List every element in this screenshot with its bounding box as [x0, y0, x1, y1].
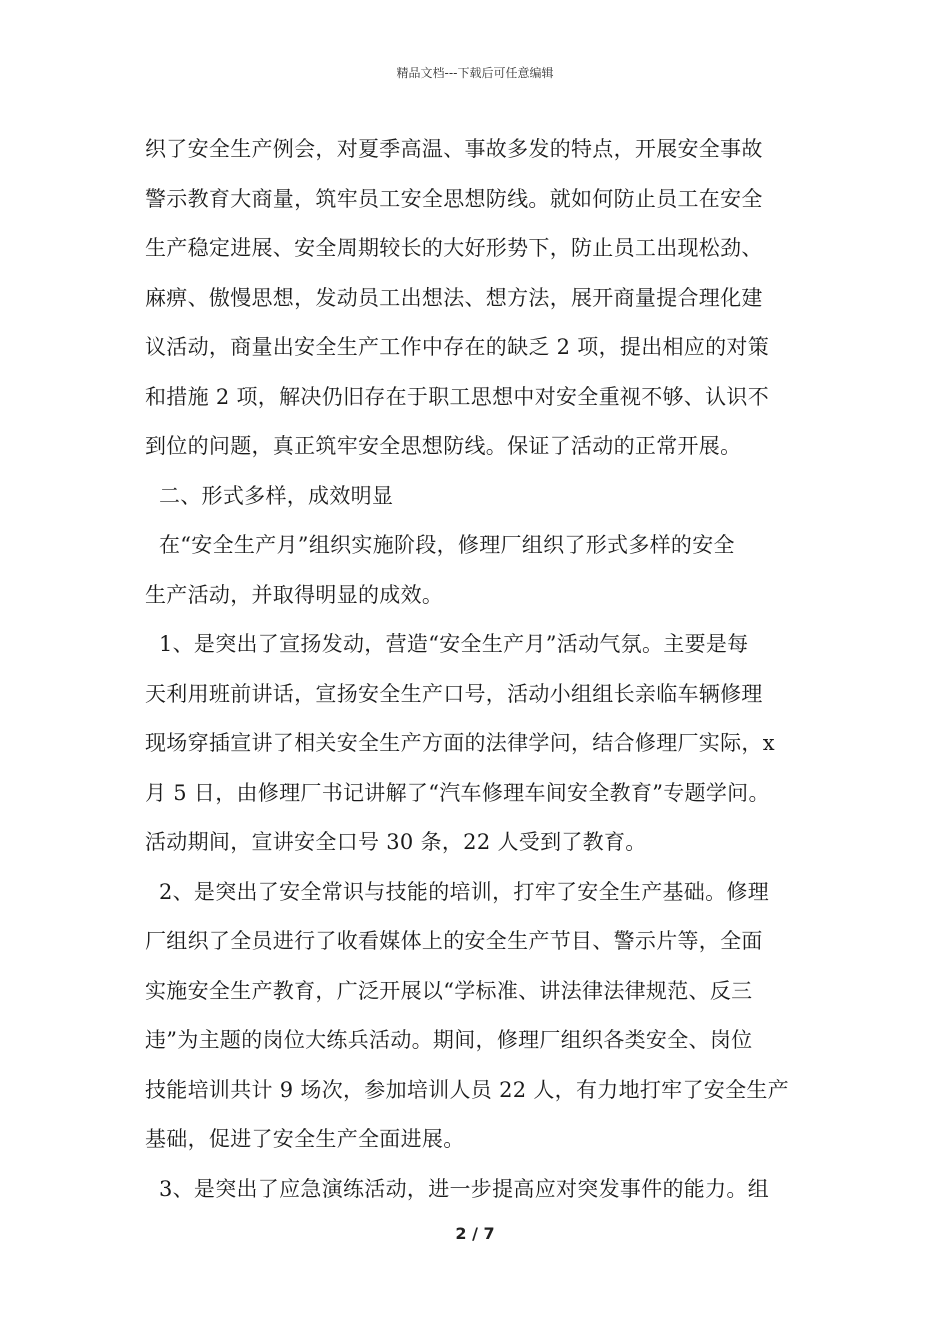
text-line: 现场穿插宣讲了相关安全生产方面的法律学问，结合修理厂实际，x — [145, 731, 775, 755]
text-line: 1、是突出了宣扬发动，营造“安全生产月”活动气氛。主要是每 — [145, 632, 749, 656]
text-line: 违”为主题的岗位大练兵活动。期间，修理厂组织各类安全、岗位 — [145, 1028, 753, 1052]
section-heading: 二、形式多样，成效明显 — [145, 483, 394, 508]
text-line: 麻痹、傲慢思想，发动员工出想法、想方法，展开商量提合理化建 — [145, 285, 763, 310]
text-line: 技能培训共计 9 场次，参加培训人员 22 人，有力地打牢了安全生产 — [145, 1077, 789, 1102]
body-text — [145, 127, 815, 1216]
text-line: 生产稳定进展、安全周期较长的大好形势下，防止员工出现松劲、 — [145, 236, 763, 260]
text-line: 2、是突出了安全常识与技能的培训，打牢了安全生产基础。修理 — [145, 879, 770, 904]
text-line: 3、是突出了应急演练活动，进一步提高应对突发事件的能力。组 — [145, 1176, 770, 1201]
text-line: 到位的问题，真正筑牢安全思想防线。保证了活动的正常开展。 — [145, 434, 742, 458]
page-number: 2 / 7 — [455, 1224, 495, 1243]
text-line: 天利用班前讲话，宣扬安全生产口号，活动小组组长亲临车辆修理 — [145, 681, 763, 706]
page-header: 精品文档---下载后可任意编辑 — [396, 66, 554, 80]
text-line: 生产活动，并取得明显的成效。 — [145, 582, 444, 607]
text-line: 厂组织了全员进行了收看媒体上的安全生产节目、警示片等，全面 — [145, 929, 763, 953]
text-line: 和措施 2 项，解决仍旧存在于职工思想中对安全重视不够、认识不 — [145, 384, 770, 409]
text-line: 月 5 日，由修理厂书记讲解了“汽车修理车间安全教育”专题学问。 — [145, 780, 770, 805]
text-line: 警示教育大商量，筑牢员工安全思想防线。就如何防止员工在安全 — [145, 186, 763, 211]
text-line: 实施安全生产教育，广泛开展以“学标准、讲法律法律规范、反三 — [145, 978, 753, 1003]
text-line: 在“安全生产月”组织实施阶段，修理厂组织了形式多样的安全 — [145, 533, 735, 557]
text-line: 议活动，商量出安全生产工作中存在的缺乏 2 项，提出相应的对策 — [145, 335, 770, 359]
text-line: 活动期间，宣讲安全口号 30 条，22 人受到了教育。 — [145, 830, 647, 854]
text-line: 基础，促进了安全生产全面进展。 — [145, 1127, 465, 1151]
text-line: 织了安全生产例会，对夏季高温、事故多发的特点，开展安全事故 — [145, 137, 763, 161]
